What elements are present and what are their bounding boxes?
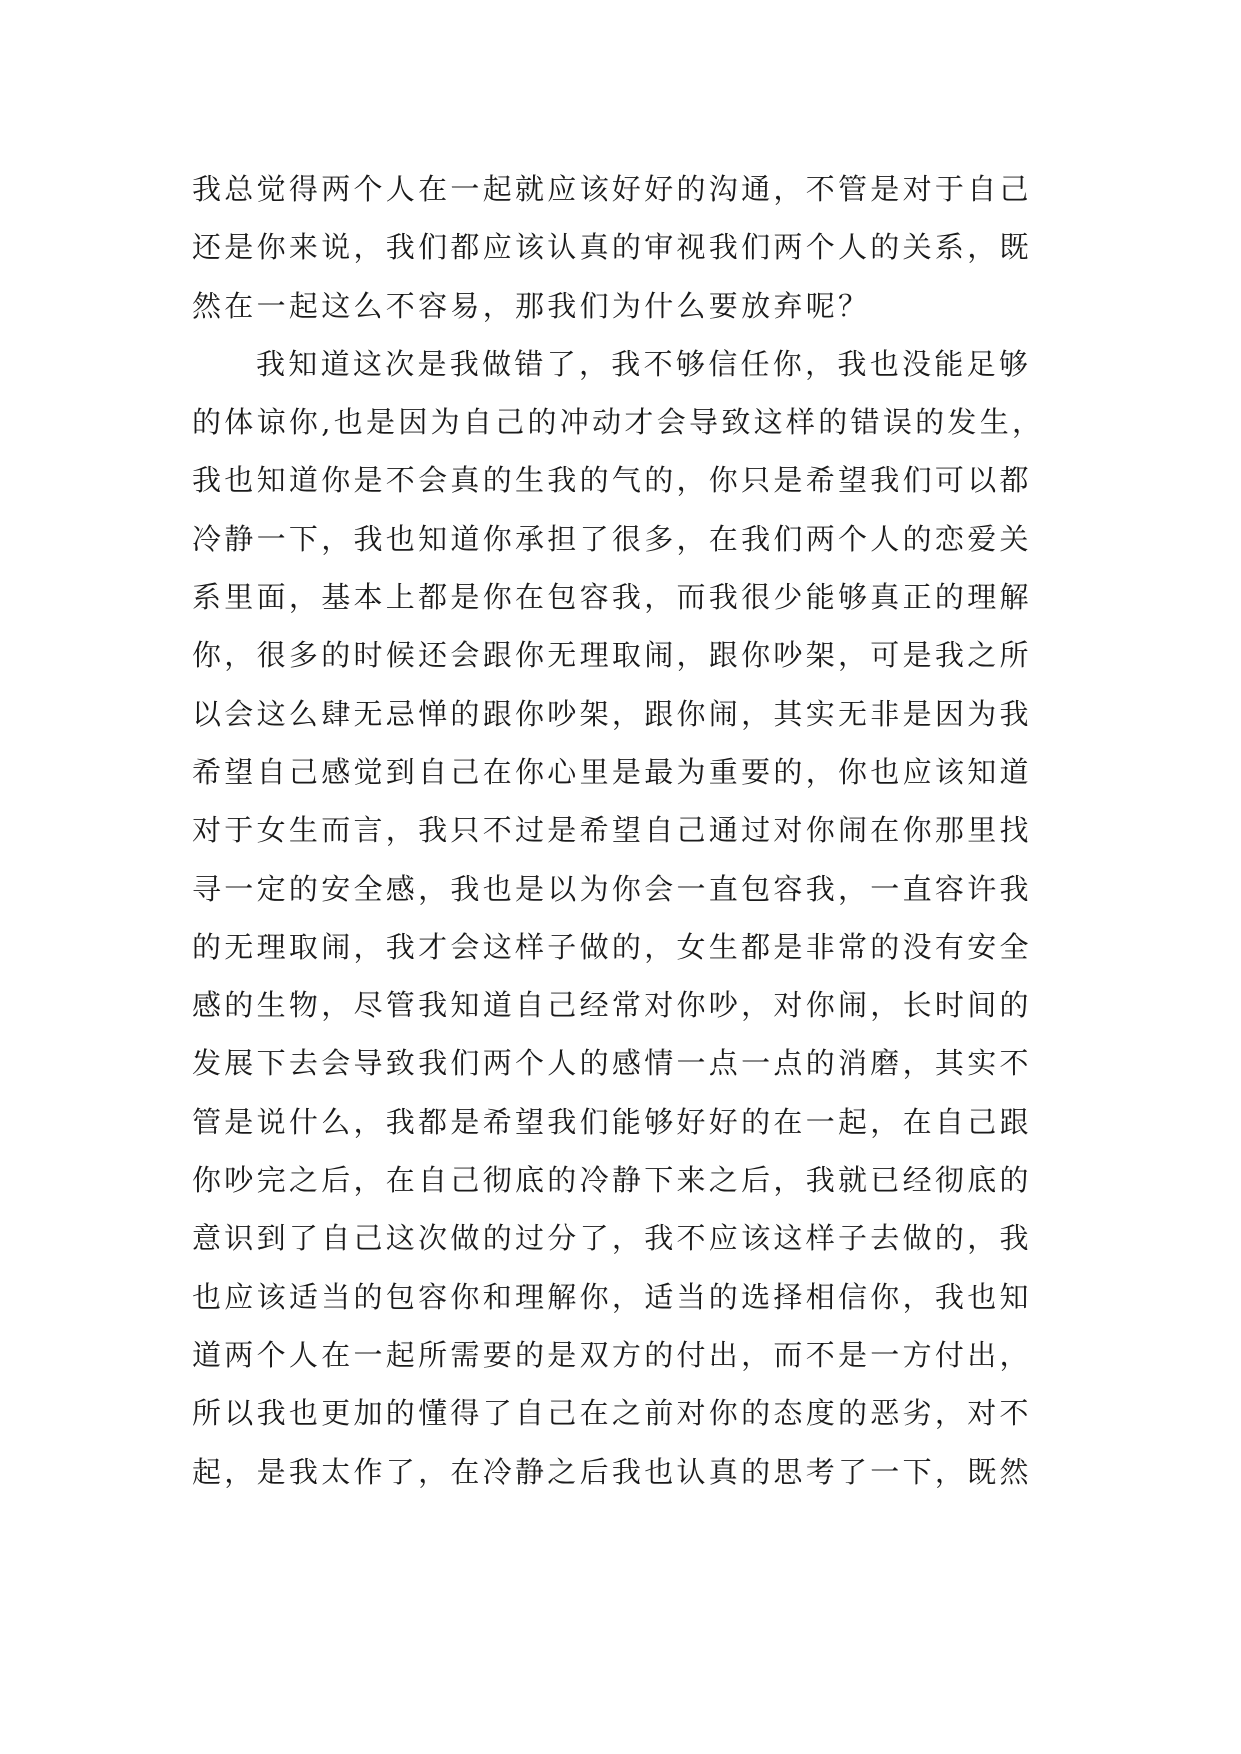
text-line: 以会这么肆无忌惮的跟你吵架，跟你闹，其实无非是因为我 <box>192 696 1032 731</box>
text-line: 道两个人在一起所需要的是双方的付出，而不是一方付出， <box>192 1337 1032 1372</box>
text-line: 也应该适当的包容你和理解你，适当的选择相信你，我也知 <box>192 1279 1032 1314</box>
text-line: 我知道这次是我做错了，我不够信任你，我也没能足够 <box>256 346 1032 381</box>
text-line: 起，是我太作了，在冷静之后我也认真的思考了一下，既然 <box>192 1454 1032 1489</box>
text-line: 系里面，基本上都是你在包容我，而我很少能够真正的理解 <box>192 580 1032 615</box>
text-line: 感的生物，尽管我知道自己经常对你吵，对你闹，长时间的 <box>192 988 1032 1023</box>
text-line: 管是说什么，我都是希望我们能够好好的在一起，在自己跟 <box>192 1104 1032 1139</box>
text-line: 寻一定的安全感，我也是以为你会一直包容我，一直容许我 <box>192 871 1032 906</box>
text-line: 意识到了自己这次做的过分了，我不应该这样子去做的，我 <box>192 1221 1032 1256</box>
text-line: 发展下去会导致我们两个人的感情一点一点的消磨，其实不 <box>192 1046 1032 1081</box>
text-line: 的无理取闹，我才会这样子做的，女生都是非常的没有安全 <box>192 929 1032 964</box>
text-line: 所以我也更加的懂得了自己在之前对你的态度的恶劣，对不 <box>192 1396 1032 1431</box>
text-line: 希望自己感觉到自己在你心里是最为重要的，你也应该知道 <box>192 754 1032 789</box>
paragraph-1 <box>192 160 1052 335</box>
paragraph-2 <box>192 335 1052 1501</box>
text-line: 冷静一下，我也知道你承担了很多，在我们两个人的恋爱关 <box>192 521 1032 556</box>
text-line: 还是你来说，我们都应该认真的审视我们两个人的关系，既 <box>192 230 1032 265</box>
text-line: 你吵完之后，在自己彻底的冷静下来之后，我就已经彻底的 <box>192 1163 1032 1198</box>
body-text <box>192 160 1052 1501</box>
text-line: 我总觉得两个人在一起就应该好好的沟通，不管是对于自己 <box>192 172 1032 206</box>
text-line: 你，很多的时候还会跟你无理取闹，跟你吵架，可是我之所 <box>192 638 1032 673</box>
text-line: 的体谅你,也是因为自己的冲动才会导致这样的错误的发生， <box>192 405 1045 440</box>
text-line: 我也知道你是不会真的生我的气的，你只是希望我们可以都 <box>192 463 1032 498</box>
text-line: 对于女生而言，我只不过是希望自己通过对你闹在你那里找 <box>192 813 1032 848</box>
text-line: 然在一起这么不容易，那我们为什么要放弃呢？ <box>192 288 871 323</box>
